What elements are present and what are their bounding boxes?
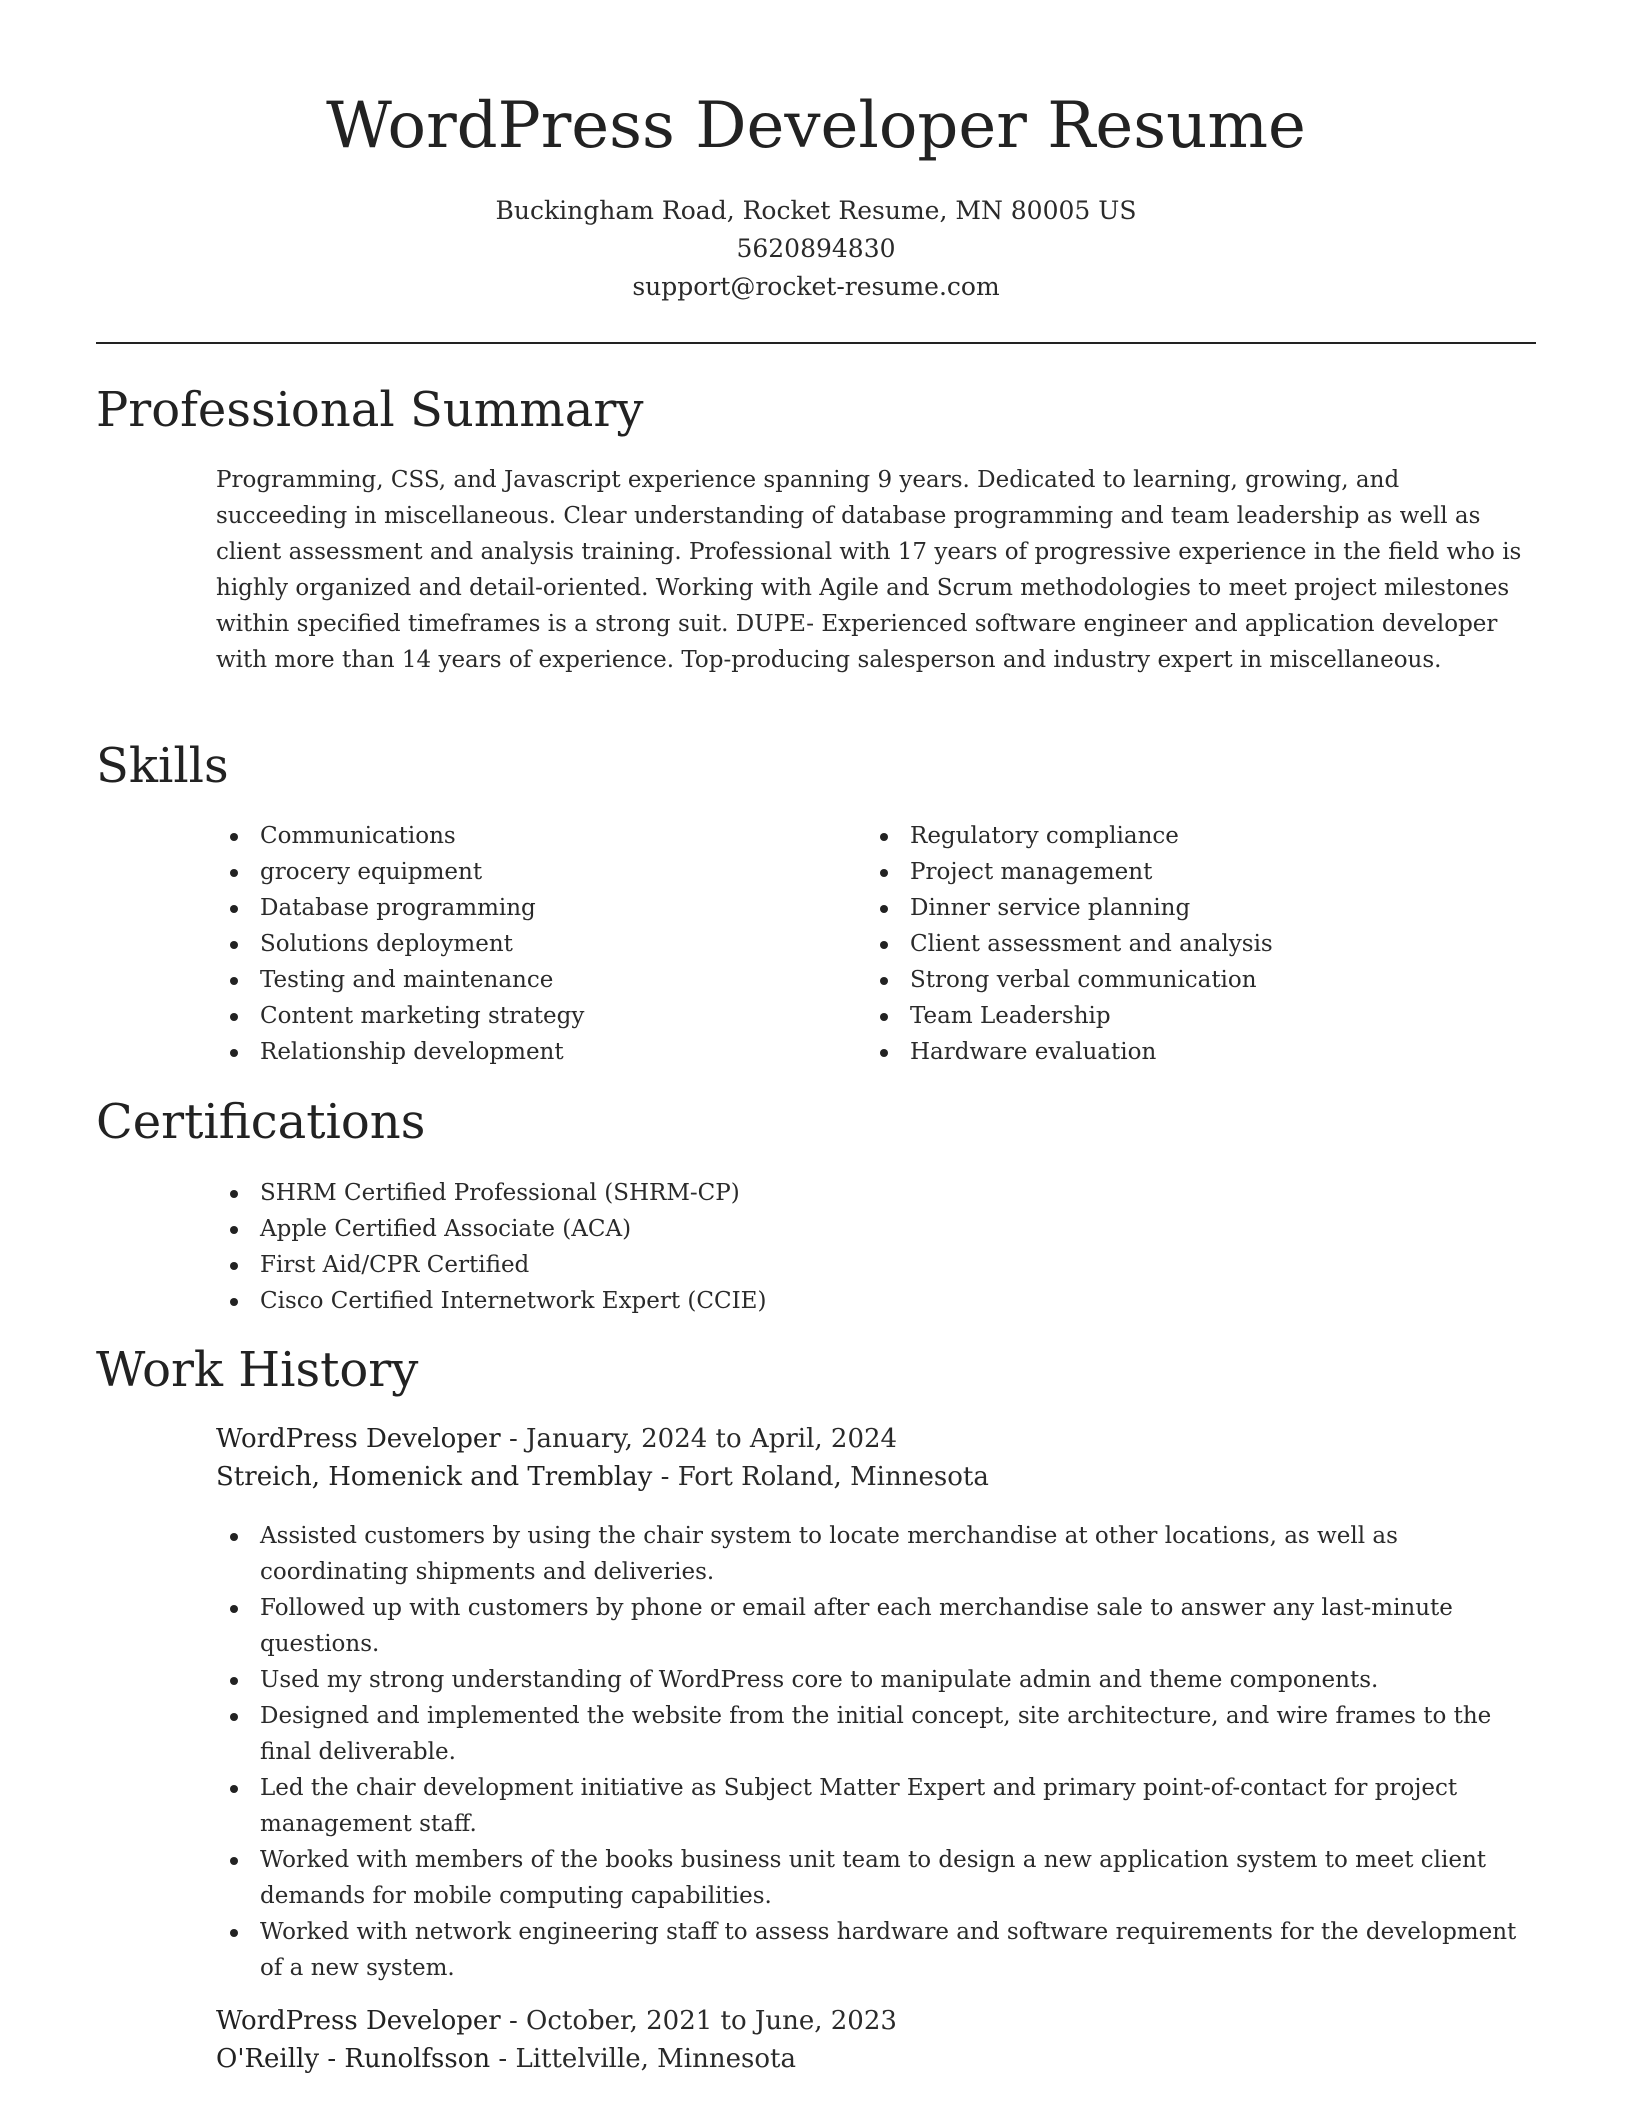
job-location: Fort Roland, Minnesota <box>677 1462 989 1492</box>
job-dates: January, 2024 to April, 2024 <box>526 1424 898 1454</box>
job-bullet: Followed up with customers by phone or email after each merchandise sale to answer any last-minute questions. <box>216 1590 1536 1662</box>
job-company: Streich, Homenick and Tremblay <box>216 1462 653 1492</box>
skills-list-left <box>216 818 816 1070</box>
separator: - <box>652 1462 678 1492</box>
job-dates: October, 2021 to June, 2023 <box>526 2006 897 2036</box>
work-history-heading: Work History <box>96 1342 419 1398</box>
job-title-line <box>216 2002 1536 2040</box>
resume-title: WordPress Developer Resume <box>326 89 1306 163</box>
job-bullets <box>216 1518 1536 1986</box>
certification-item: Apple Certified Associate (ACA) <box>216 1211 1416 1247</box>
skill-item: Testing and maintenance <box>216 962 816 998</box>
certifications-list <box>216 1175 1416 1319</box>
job-bullet: Worked with members of the books business unit team to design a new application system to meet client demands for mobile computing capabilities. <box>216 1842 1536 1914</box>
header-divider <box>96 342 1536 344</box>
contact-email: support@rocket-resume.com <box>632 272 1000 301</box>
summary-heading: Professional Summary <box>96 382 644 438</box>
job-title: WordPress Developer <box>216 2006 501 2036</box>
job-company-line <box>216 2040 1536 2078</box>
job-location: Littelville, Minnesota <box>515 2044 796 2074</box>
contact-phone: 5620894830 <box>736 234 896 263</box>
job-title: WordPress Developer <box>216 1424 501 1454</box>
skill-item: Team Leadership <box>866 998 1516 1034</box>
skills-list-right <box>866 818 1516 1070</box>
certification-item: First Aid/CPR Certified <box>216 1247 1416 1283</box>
skill-item: Content marketing strategy <box>216 998 816 1034</box>
contact-address: Buckingham Road, Rocket Resume, MN 80005 US <box>495 196 1137 225</box>
skill-item: Relationship development <box>216 1034 816 1070</box>
certifications-heading: Certifications <box>96 1094 426 1150</box>
skill-item: Dinner service planning <box>866 890 1516 926</box>
job-bullet: Used my strong understanding of WordPress core to manipulate admin and theme components. <box>216 1662 1536 1698</box>
separator: - <box>490 2044 516 2074</box>
skills-heading: Skills <box>96 738 229 794</box>
job-bullet: Worked with network engineering staff to assess hardware and software requirements for the development of a new system. <box>216 1914 1536 1986</box>
skill-item: Solutions deployment <box>216 926 816 962</box>
skill-item: Hardware evaluation <box>866 1034 1516 1070</box>
skill-item: Strong verbal communication <box>866 962 1516 998</box>
job-title-line <box>216 1420 1536 1458</box>
separator: - <box>500 2006 527 2036</box>
job-bullet: Assisted customers by using the chair system to locate merchandise at other locations, as well as coordinating shipments and deliveries. <box>216 1518 1536 1590</box>
skill-item: Communications <box>216 818 816 854</box>
skill-item: grocery equipment <box>216 854 816 890</box>
skill-item: Regulatory compliance <box>866 818 1516 854</box>
job-bullet: Led the chair development initiative as Subject Matter Expert and primary point-of-contact for project management staff. <box>216 1770 1536 1842</box>
certification-item: SHRM Certified Professional (SHRM-CP) <box>216 1175 1416 1211</box>
skill-item: Client assessment and analysis <box>866 926 1516 962</box>
skill-item: Project management <box>866 854 1516 890</box>
contact-block <box>0 192 1632 306</box>
job-company-line <box>216 1458 1536 1496</box>
certification-item: Cisco Certified Internetwork Expert (CCIE) <box>216 1283 1416 1319</box>
separator: - <box>500 1424 527 1454</box>
skill-item: Database programming <box>216 890 816 926</box>
job-bullet: Designed and implemented the website from the initial concept, site architecture, and wire frames to the final deliverable. <box>216 1698 1536 1770</box>
summary-text: Programming, CSS, and Javascript experience spanning 9 years. Dedicated to learning, growing, and succeeding in miscellaneous. Clear understanding of database programming and team leadership as well as client assessment and analysis training. Professional with 17 years of progressive experience in the field who is highly organized and detail-oriented. Working with Agile and Scrum methodologies to meet project milestones within specified timeframes is a strong suit. DUPE- Experienced software engineer and application developer with more than 14 years of experience. Top-producing salesperson and industry expert in miscellaneous. <box>216 467 1522 673</box>
job-company: O'Reilly - Runolfsson <box>216 2044 491 2074</box>
